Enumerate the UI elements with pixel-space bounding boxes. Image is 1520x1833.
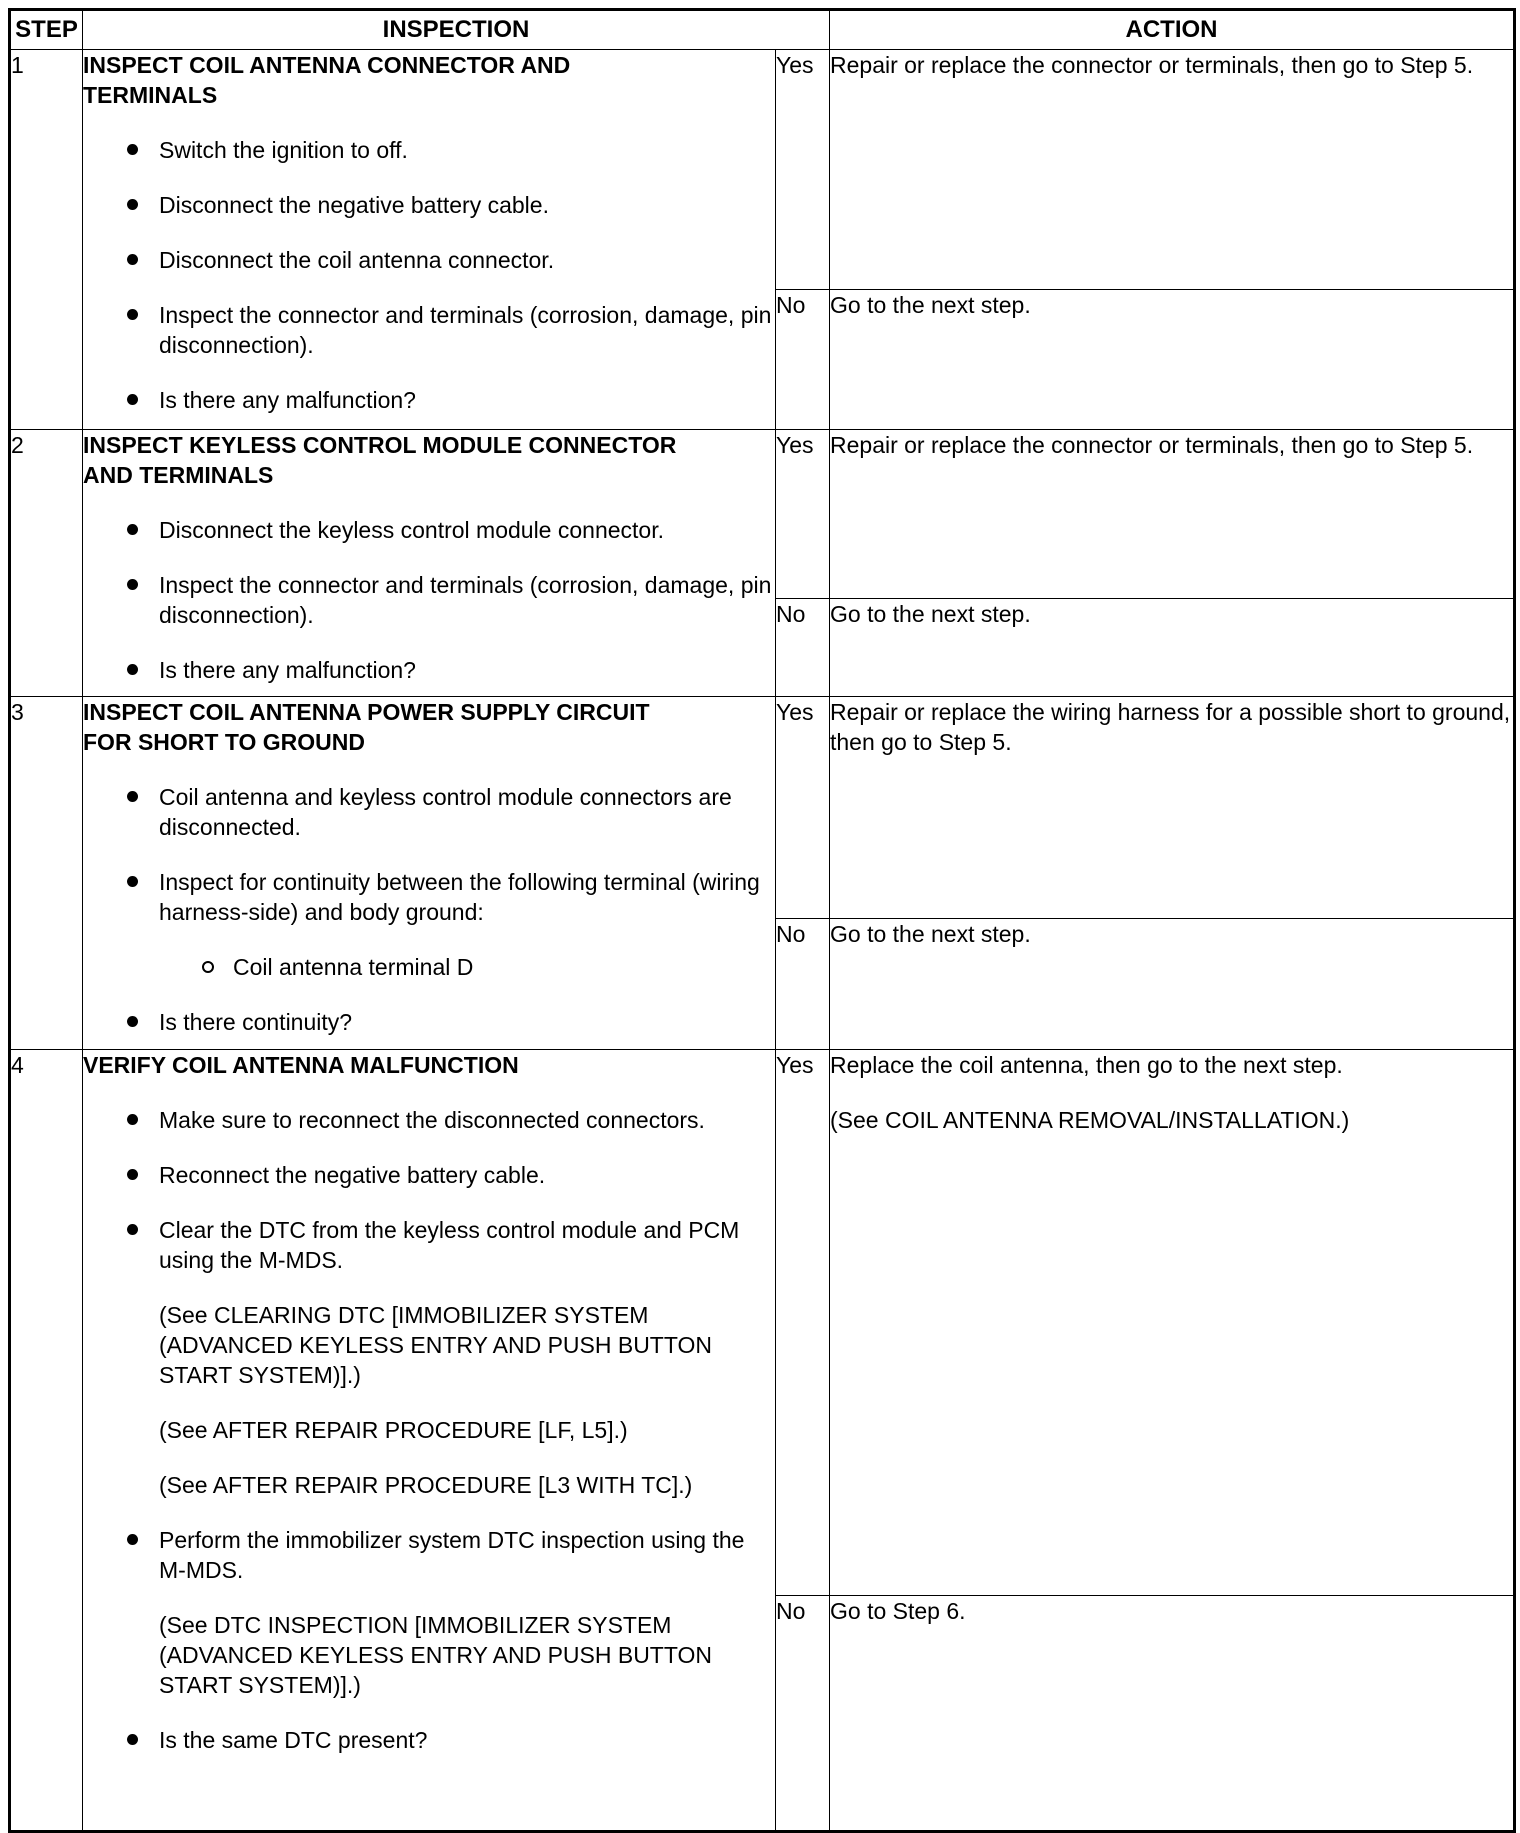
bullet-icon <box>127 1169 138 1180</box>
step-title-line: INSPECT COIL ANTENNA POWER SUPPLY CIRCUIT <box>83 699 650 725</box>
list-item: Clear the DTC from the keyless control module and PCM using the M-MDS. <box>83 1215 775 1275</box>
step-number: 3 <box>10 697 83 1050</box>
list-item: Disconnect the negative battery cable. <box>83 190 775 220</box>
bullet-icon <box>127 1224 138 1235</box>
step-title-line: TERMINALS <box>83 82 218 108</box>
step-number: 4 <box>10 1050 83 1832</box>
list-item: Is the same DTC present? <box>83 1725 775 1755</box>
list-item: Perform the immobilizer system DTC inspection using the M-MDS. <box>83 1525 775 1585</box>
no-action: Go to the next step. <box>830 290 1515 430</box>
yes-label: Yes <box>776 50 830 290</box>
yes-action <box>830 1050 1515 1596</box>
list-item: Make sure to reconnect the disconnected connectors. <box>83 1105 775 1135</box>
step-title-line: FOR SHORT TO GROUND <box>83 729 365 755</box>
step-title-line: AND TERMINALS <box>83 462 274 488</box>
list-item: Inspect the connector and terminals (corrosion, damage, pin disconnection). <box>83 570 775 630</box>
circle-bullet-icon <box>202 961 214 973</box>
yes-action: Repair or replace the connector or terminals, then go to Step 5. <box>830 430 1515 599</box>
header-action: ACTION <box>830 10 1515 50</box>
no-label: No <box>776 599 830 697</box>
reference-note: (See AFTER REPAIR PROCEDURE [LF, L5].) <box>159 1417 628 1443</box>
list-item: Is there continuity? <box>83 1007 775 1037</box>
no-label: No <box>776 290 830 430</box>
inspection-list <box>83 515 775 685</box>
reference-note: (See COIL ANTENNA REMOVAL/INSTALLATION.) <box>830 1107 1350 1133</box>
step-2-yes-row <box>10 430 1515 599</box>
bullet-icon <box>127 1734 138 1745</box>
list-item: Is there any malfunction? <box>83 655 775 685</box>
reference-note: (See CLEARING DTC [IMMOBILIZER SYSTEM (ADVANCED KEYLESS ENTRY AND PUSH BUTTON START SYSTEM)].) <box>159 1302 712 1388</box>
yes-label: Yes <box>776 697 830 919</box>
bullet-icon <box>127 664 138 675</box>
inspection-list <box>83 782 775 927</box>
bullet-icon <box>127 791 138 802</box>
list-item: Is there any malfunction? <box>83 385 775 415</box>
action-text: Replace the coil antenna, then go to the next step. <box>830 1052 1343 1078</box>
reference-note: (See AFTER REPAIR PROCEDURE [L3 WITH TC].) <box>159 1472 693 1498</box>
bullet-icon <box>127 1114 138 1125</box>
yes-label: Yes <box>776 1050 830 1596</box>
step-2-inspection <box>83 430 776 697</box>
bullet-icon <box>127 1016 138 1027</box>
no-action: Go to the next step. <box>830 599 1515 697</box>
bullet-icon <box>127 144 138 155</box>
list-item: Switch the ignition to off. <box>83 135 775 165</box>
step-title-line: VERIFY COIL ANTENNA MALFUNCTION <box>83 1052 519 1078</box>
sub-list-item: Coil antenna terminal D <box>83 952 775 982</box>
list-item: Inspect the connector and terminals (corrosion, damage, pin disconnection). <box>83 300 775 360</box>
inspection-procedure-table <box>8 8 1516 1833</box>
inspection-list <box>83 1105 775 1275</box>
step-1-inspection <box>83 50 776 430</box>
step-number: 1 <box>10 50 83 430</box>
header-step: STEP <box>10 10 83 50</box>
inspection-list <box>83 1007 775 1037</box>
sub-list <box>83 952 775 982</box>
no-label: No <box>776 919 830 1050</box>
inspection-list <box>83 1725 775 1755</box>
bullet-icon <box>127 254 138 265</box>
list-item: Disconnect the coil antenna connector. <box>83 245 775 275</box>
bullet-icon <box>127 579 138 590</box>
inspection-list <box>83 135 775 415</box>
step-title <box>83 697 775 757</box>
yes-label: Yes <box>776 430 830 599</box>
step-3-yes-row <box>10 697 1515 919</box>
no-action: Go to the next step. <box>830 919 1515 1050</box>
list-item: Reconnect the negative battery cable. <box>83 1160 775 1190</box>
step-title-line: INSPECT COIL ANTENNA CONNECTOR AND <box>83 52 571 78</box>
step-title <box>83 1050 775 1080</box>
list-item: Disconnect the keyless control module connector. <box>83 515 775 545</box>
list-item: Coil antenna and keyless control module connectors are disconnected. <box>83 782 775 842</box>
no-action: Go to Step 6. <box>830 1596 1515 1832</box>
inspection-list <box>83 1525 775 1585</box>
step-title <box>83 50 775 110</box>
yes-action: Repair or replace the connector or terminals, then go to Step 5. <box>830 50 1515 290</box>
bullet-icon <box>127 309 138 320</box>
step-4-inspection <box>83 1050 776 1832</box>
step-title-line: INSPECT KEYLESS CONTROL MODULE CONNECTOR <box>83 432 677 458</box>
bullet-icon <box>127 1534 138 1545</box>
bullet-icon <box>127 394 138 405</box>
list-item: Inspect for continuity between the following terminal (wiring harness-side) and body ground: <box>83 867 775 927</box>
yes-action: Repair or replace the wiring harness for a possible short to ground, then go to Step 5. <box>830 697 1515 919</box>
step-title <box>83 430 775 490</box>
reference-note: (See DTC INSPECTION [IMMOBILIZER SYSTEM (ADVANCED KEYLESS ENTRY AND PUSH BUTTON START SYSTEM)].) <box>159 1612 712 1698</box>
bullet-icon <box>127 876 138 887</box>
no-label: No <box>776 1596 830 1832</box>
step-4-yes-row <box>10 1050 1515 1596</box>
step-3-inspection <box>83 697 776 1050</box>
header-inspection: INSPECTION <box>83 10 830 50</box>
bullet-icon <box>127 524 138 535</box>
step-number: 2 <box>10 430 83 697</box>
header-row <box>10 10 1515 50</box>
step-1-yes-row <box>10 50 1515 290</box>
bullet-icon <box>127 199 138 210</box>
